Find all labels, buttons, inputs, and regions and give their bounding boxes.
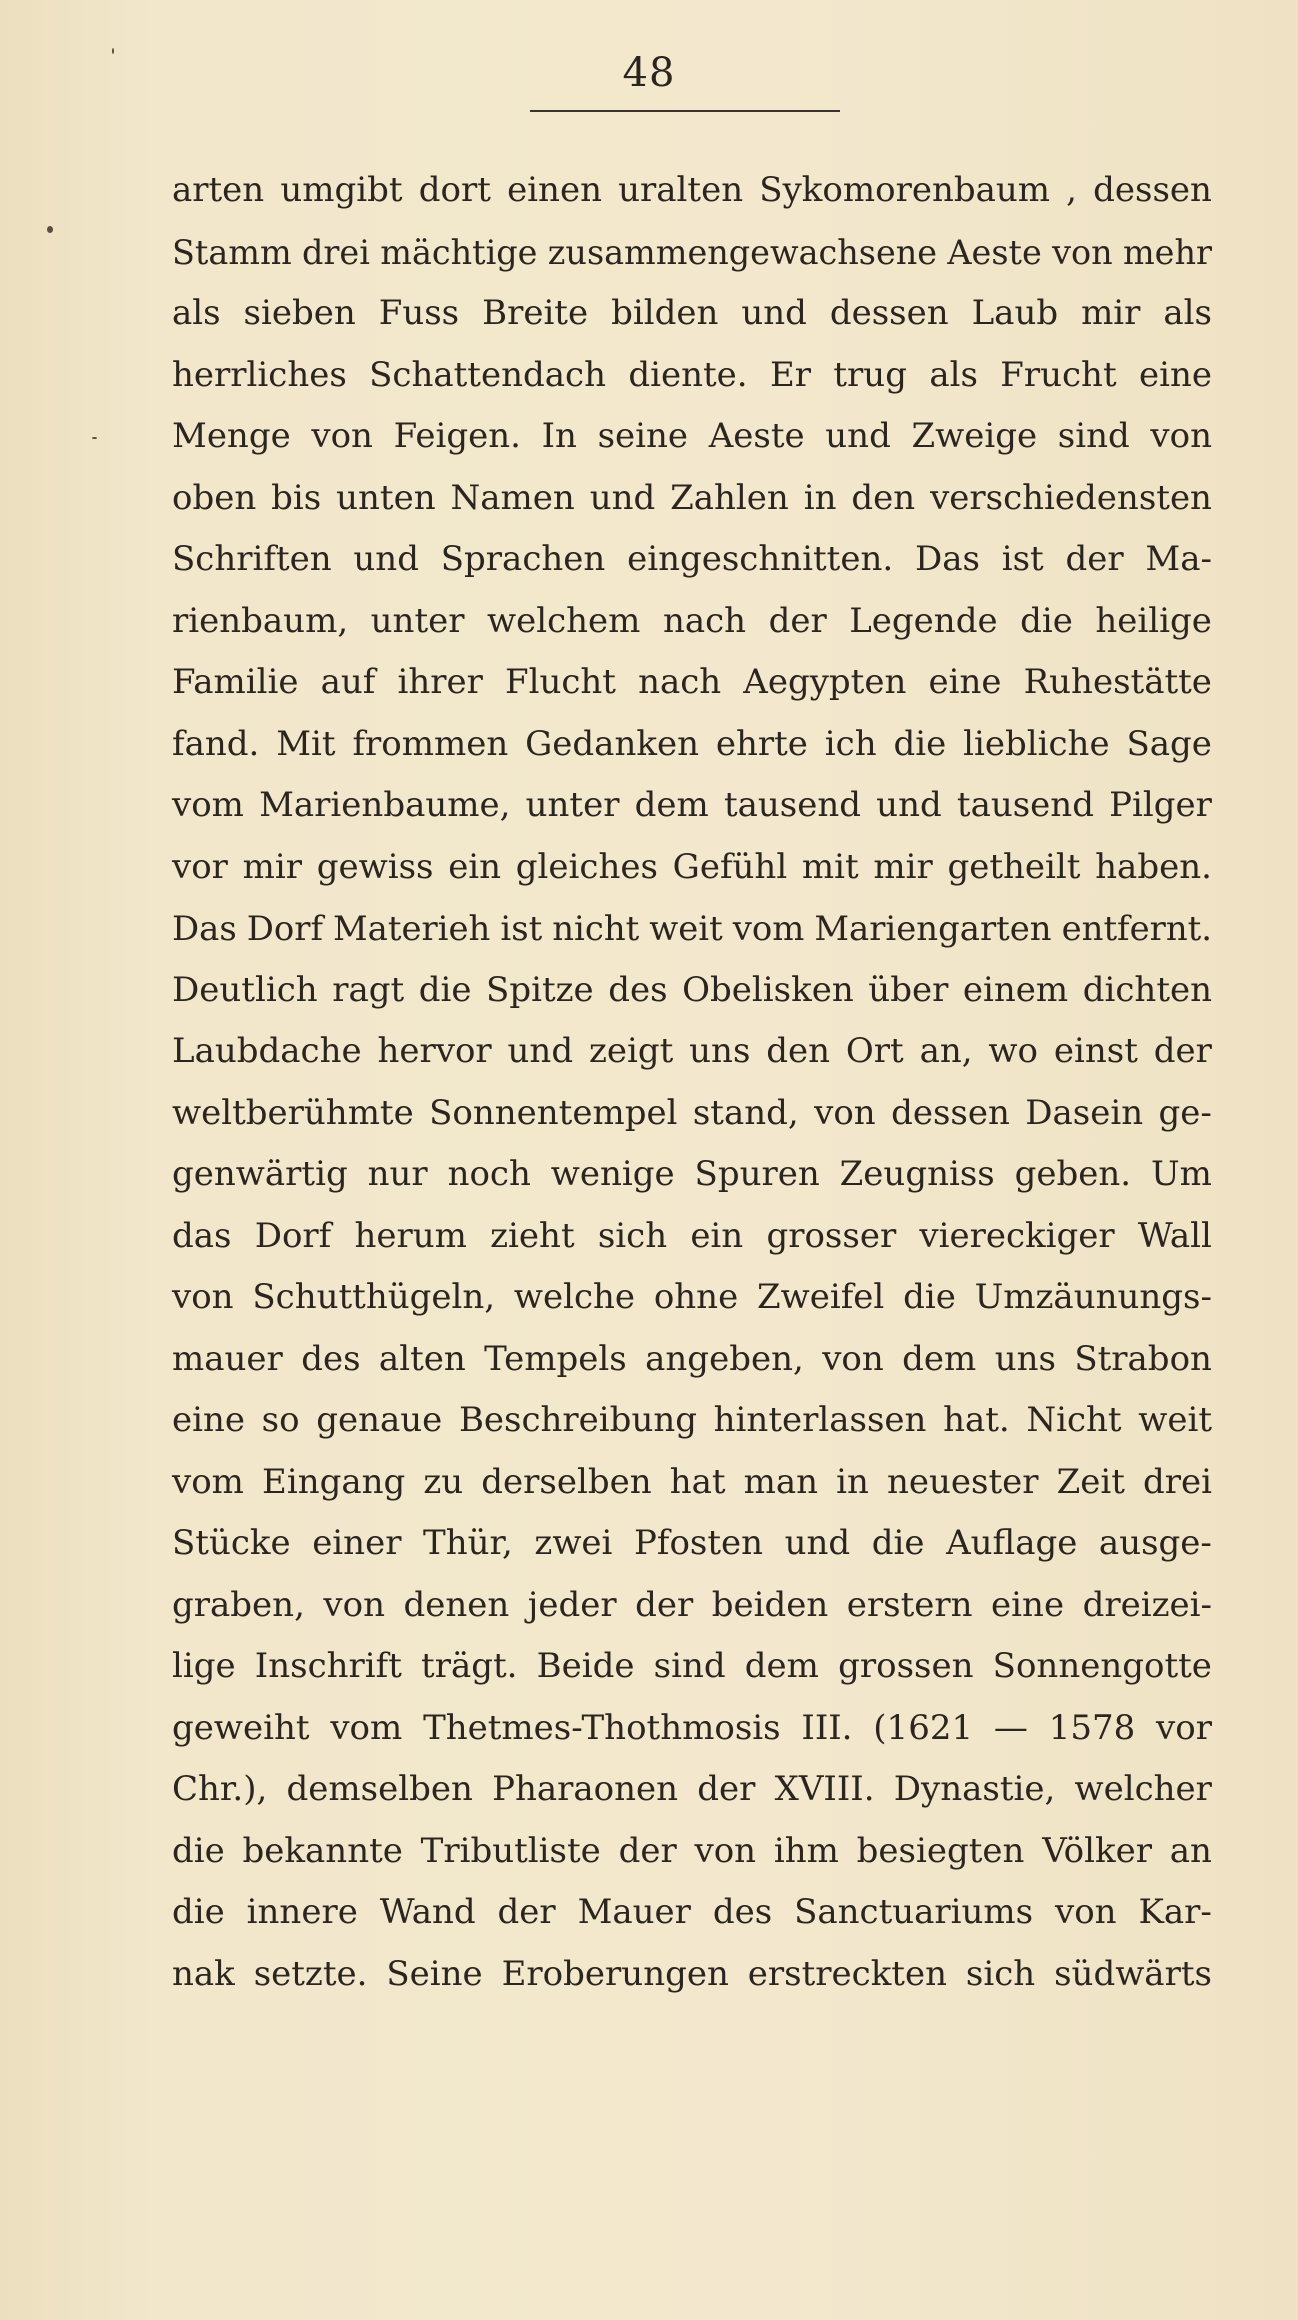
word: getheilt [947, 846, 1081, 887]
word: Thetmes-Thothmosis [423, 1707, 781, 1748]
word: als [1163, 293, 1212, 333]
word: Beide [536, 1646, 635, 1686]
word: ragt [332, 969, 405, 1010]
word: der [1153, 1031, 1212, 1071]
text-line [172, 160, 1212, 222]
word: Umzäunungs- [974, 1277, 1212, 1317]
word: zieht [490, 1215, 575, 1256]
text-line [172, 960, 1212, 1022]
word: das [172, 1215, 232, 1256]
word: unter [525, 785, 620, 825]
word: Flucht [505, 662, 616, 702]
word: genaue [316, 1400, 443, 1440]
word: welcher [1074, 1769, 1212, 1809]
word: Deutlich [172, 969, 318, 1010]
word: Dorf [246, 909, 323, 948]
word: sieben [243, 293, 356, 333]
ink-speck [112, 48, 114, 54]
word: den [766, 1031, 831, 1071]
word: Aeste [947, 232, 1042, 272]
word: Pfosten [633, 1523, 764, 1563]
text-line [172, 1944, 1212, 2006]
word: hervor [377, 1031, 492, 1071]
word: dort [418, 170, 491, 210]
word: auf [320, 662, 376, 702]
text-line [172, 1575, 1212, 1637]
text-line [172, 283, 1212, 345]
word: hinterlassen [713, 1400, 927, 1440]
word: Das [172, 909, 237, 948]
word: Kar- [1138, 1892, 1212, 1932]
page-number: 48 [622, 50, 676, 96]
word: Obelisken [682, 969, 854, 1010]
word: uralten [618, 170, 744, 210]
word: bis [271, 477, 322, 518]
word: von [1150, 416, 1212, 456]
word: ihrer [397, 662, 483, 702]
text-line [172, 529, 1212, 591]
text-line [172, 1267, 1212, 1329]
word: eine [991, 1584, 1065, 1625]
word: Zweige [911, 416, 1038, 456]
text-line [172, 345, 1212, 407]
word: sich [597, 1215, 668, 1256]
word: vom [172, 1461, 244, 1502]
word: ihm [773, 1830, 839, 1871]
word: derselben [481, 1461, 652, 1502]
word: der [618, 1830, 677, 1871]
word: ich [824, 723, 877, 764]
word: so [261, 1400, 300, 1440]
word: erstern [846, 1584, 973, 1625]
word: grossen [838, 1646, 974, 1686]
word: grosser [766, 1215, 897, 1256]
word: Ruhestätte [1023, 662, 1212, 702]
word: in [803, 477, 837, 518]
word: Spuren [694, 1154, 820, 1194]
word: vor [1156, 1707, 1212, 1748]
word: Thür, [423, 1523, 513, 1563]
word: arten [172, 170, 265, 210]
word: Zeugniss [839, 1154, 995, 1194]
text-line [172, 775, 1212, 837]
word: innere [246, 1892, 358, 1932]
word: und [589, 477, 656, 518]
word: hat [669, 1461, 726, 1502]
word: Sonnengotte [992, 1646, 1212, 1686]
word: viereckiger [919, 1215, 1115, 1256]
word: einst [1053, 1031, 1138, 1071]
word: dem [634, 785, 709, 825]
word: an, [919, 1031, 973, 1071]
word: In [541, 416, 577, 456]
word: oben [172, 477, 257, 518]
ink-speck [47, 226, 53, 233]
word: Nicht [1026, 1400, 1122, 1440]
word: Zeit [1056, 1461, 1125, 1502]
text-line [172, 1083, 1212, 1145]
word: dem [902, 1338, 977, 1379]
word: bekannte [242, 1830, 403, 1871]
text-line [172, 1144, 1212, 1206]
text-line [172, 222, 1212, 284]
word: zeigt [588, 1031, 674, 1071]
word: seine [597, 416, 689, 456]
word: ein [690, 1215, 744, 1256]
word: die [172, 1892, 225, 1932]
word: die [172, 1830, 225, 1871]
word: mir [242, 846, 303, 887]
word: trägt. [421, 1646, 518, 1686]
word: und [784, 1523, 851, 1563]
word: man [743, 1461, 819, 1502]
text-line [172, 1513, 1212, 1575]
word: Frucht [1000, 354, 1117, 395]
word: Aegypten [743, 662, 907, 702]
word: liebliche [963, 723, 1110, 764]
text-line [172, 1021, 1212, 1083]
text-line [172, 898, 1212, 960]
word: Pharaonen [492, 1769, 679, 1809]
word: weltberühmte [172, 1092, 414, 1133]
word: Schriften [172, 539, 332, 579]
word: als [172, 293, 221, 333]
word: und [825, 416, 891, 456]
word: mit [801, 846, 859, 887]
word: zu [423, 1461, 464, 1502]
word: heilige [1095, 600, 1212, 641]
word: ausge- [1098, 1523, 1212, 1563]
word: von [822, 1338, 884, 1379]
word: herum [354, 1215, 467, 1256]
word: einen [507, 170, 602, 210]
word: als [929, 354, 978, 395]
word: über [868, 969, 949, 1010]
word: einer [312, 1523, 402, 1563]
word: lige [172, 1646, 236, 1686]
word: Zahlen [670, 477, 789, 518]
word: drei [302, 232, 370, 272]
word: eine [1138, 354, 1212, 395]
word: südwärts [1054, 1953, 1212, 1994]
word: von [1055, 1892, 1117, 1932]
word: die [418, 969, 472, 1010]
word: gewiss [316, 846, 434, 887]
word: eine [928, 662, 1002, 702]
word: Dasein [1025, 1092, 1144, 1133]
word: dichten [1082, 969, 1212, 1010]
word: Legende [849, 600, 998, 641]
word: Gefühl [672, 846, 788, 887]
word: Völker [1042, 1830, 1152, 1871]
word: bilden [611, 293, 719, 333]
word: dreizei- [1082, 1584, 1212, 1625]
word: sich [965, 1953, 1036, 1994]
word: und [741, 293, 807, 333]
word: dessen [891, 1092, 1010, 1133]
word: und [876, 785, 942, 825]
text-line [172, 1882, 1212, 1944]
body-text [172, 160, 1212, 2005]
word: denen [403, 1584, 510, 1625]
word: ge- [1158, 1092, 1212, 1133]
word: Ma- [1145, 539, 1212, 579]
word: der [1065, 539, 1124, 579]
word: des [301, 1338, 361, 1379]
word: drei [1142, 1461, 1212, 1502]
word: nach [662, 600, 747, 641]
word: vom [330, 1707, 403, 1748]
word: der [635, 1584, 694, 1625]
word: Inschrift [254, 1646, 402, 1686]
word: Chr.), [172, 1769, 268, 1809]
word: mauer [172, 1338, 283, 1379]
word: Strabon [1074, 1338, 1212, 1379]
word: genwärtig [172, 1154, 348, 1194]
text-line [172, 714, 1212, 776]
word: geben. [1014, 1154, 1132, 1194]
word: — [993, 1707, 1028, 1748]
word: tausend [956, 785, 1094, 825]
text-line [172, 1452, 1212, 1514]
word: von [172, 1277, 234, 1317]
word: eine [172, 1400, 246, 1440]
word: Sykomorenbaum [759, 170, 1051, 210]
word: verschiedensten [930, 477, 1212, 518]
word: XVIII. [774, 1769, 875, 1809]
word: Wand [379, 1892, 476, 1932]
word: demselben [286, 1769, 473, 1809]
word: weit [649, 909, 723, 948]
header-rule [530, 110, 840, 112]
word: Seine [386, 1953, 483, 1994]
word: vom [732, 909, 805, 948]
word: stand, [692, 1092, 799, 1133]
word: einem [962, 969, 1069, 1010]
text-line [172, 652, 1212, 714]
word: hat. [943, 1400, 1010, 1440]
word: rienbaum, [172, 600, 349, 641]
word: von [814, 1092, 876, 1133]
word: Um [1151, 1154, 1212, 1194]
text-line [172, 837, 1212, 899]
text-line [172, 1329, 1212, 1391]
word: Wall [1137, 1215, 1212, 1256]
word: haben. [1095, 846, 1212, 887]
text-line [172, 1206, 1212, 1268]
word: fand. [172, 723, 260, 764]
word: Fuss [378, 293, 460, 333]
text-line [172, 468, 1212, 530]
word: welchem [487, 600, 641, 641]
word: neuester [887, 1461, 1039, 1502]
word: uns [689, 1031, 751, 1071]
word: nach [638, 662, 722, 702]
word: , [1066, 170, 1077, 210]
word: wenige [550, 1154, 675, 1194]
word: Namen [450, 477, 575, 518]
word: Sage [1126, 723, 1212, 764]
word: von [1052, 232, 1113, 272]
word: dem [744, 1646, 819, 1686]
text-line [172, 1390, 1212, 1452]
word: die [903, 1277, 956, 1317]
word: graben, [172, 1584, 305, 1625]
word: Sanctuariums [794, 1892, 1034, 1932]
word: die [871, 1523, 925, 1563]
word: Breite [482, 293, 589, 333]
word: geweiht [172, 1707, 310, 1748]
word: nak [172, 1953, 235, 1994]
word: Familie [172, 662, 299, 702]
word: Materieh [333, 909, 491, 948]
word: nicht [552, 909, 640, 948]
word: unter [370, 600, 465, 641]
word: in [836, 1461, 869, 1502]
text-line [172, 1698, 1212, 1760]
word: Eingang [262, 1461, 406, 1502]
word: Eroberungen [501, 1953, 729, 1994]
word: Dorf [254, 1215, 332, 1256]
word: noch [447, 1154, 531, 1194]
word: vom [172, 785, 244, 825]
word: Tributliste [420, 1830, 601, 1871]
word: III. [801, 1707, 853, 1748]
word: Gedanken [525, 723, 699, 764]
word: trug [833, 354, 907, 395]
word: Auflage [946, 1523, 1078, 1563]
word: Pilger [1109, 785, 1212, 825]
word: Spitze [486, 969, 594, 1010]
word: der [768, 600, 827, 641]
word: ist [500, 909, 543, 948]
word: ein [448, 846, 502, 887]
word: Schutthügeln, [252, 1277, 496, 1317]
word: Laubdache [172, 1031, 362, 1071]
word: den [851, 477, 916, 518]
word: Beschreibung [458, 1400, 698, 1440]
word: die [893, 723, 947, 764]
word: mir [873, 846, 933, 887]
word: sind [653, 1646, 726, 1686]
word: des [608, 969, 668, 1010]
word: Ort [845, 1031, 904, 1071]
word: Sprachen [440, 539, 606, 579]
word: der [497, 1892, 556, 1932]
word: unten [336, 477, 436, 518]
text-line [172, 591, 1212, 653]
word: Feigen. [393, 416, 521, 456]
word: Schattendach [369, 354, 606, 395]
word: Dynastie, [893, 1769, 1056, 1809]
text-line [172, 1821, 1212, 1883]
word: weit [1138, 1400, 1212, 1440]
word: alten [378, 1338, 466, 1379]
word: welche [513, 1277, 636, 1317]
word: Das [914, 539, 980, 579]
word: der [697, 1769, 756, 1809]
word: angeben, [645, 1338, 804, 1379]
word: Marienbaume, [259, 785, 511, 825]
word: und [353, 539, 419, 579]
text-line [172, 406, 1212, 468]
word: Er [769, 354, 812, 395]
word: jeder [527, 1584, 617, 1625]
word: dessen [1093, 170, 1212, 210]
word: des [712, 1892, 773, 1932]
word: gleiches [515, 846, 658, 887]
word: von [694, 1830, 757, 1871]
word: Menge [172, 416, 291, 456]
word: entfernt. [1061, 909, 1212, 948]
word: erstreckten [747, 1953, 947, 1994]
word: umgibt [280, 170, 403, 210]
word: wo [988, 1031, 1038, 1071]
word: Mauer [577, 1892, 691, 1932]
word: ohne [653, 1277, 739, 1317]
word: herrliches [172, 354, 347, 395]
word: Mariengarten [814, 909, 1052, 948]
word: Laub [971, 293, 1059, 333]
text-line [172, 1636, 1212, 1698]
word: ist [1001, 539, 1044, 579]
word: ehrte [715, 723, 808, 764]
word: vor [172, 846, 228, 887]
word: mir [1081, 293, 1141, 333]
word: mehr [1122, 232, 1212, 272]
word: Sonnentempel [429, 1092, 678, 1133]
word: sind [1057, 416, 1130, 456]
word: von [311, 416, 373, 456]
word: Stamm [172, 232, 292, 272]
word: und [507, 1031, 574, 1071]
word: uns [994, 1338, 1056, 1379]
text-line [172, 1759, 1212, 1821]
word: mächtige [380, 232, 538, 272]
word: Stücke [172, 1523, 291, 1563]
word: die [1020, 600, 1073, 641]
word: zwei [534, 1523, 613, 1563]
word: setzte. [253, 1953, 368, 1994]
word: eingeschnitten. [627, 539, 894, 579]
word: Zweifel [756, 1277, 885, 1317]
word: Aeste [708, 416, 805, 456]
word: besiegten [856, 1830, 1025, 1871]
word: tausend [723, 785, 861, 825]
word: nur [367, 1154, 428, 1194]
word: 1578 [1048, 1707, 1136, 1748]
word: zusammengewachsene [547, 232, 938, 272]
word: (1621 [873, 1707, 974, 1748]
ink-speck [92, 437, 97, 439]
word: von [323, 1584, 385, 1625]
word: an [1169, 1830, 1212, 1871]
word: Tempels [484, 1338, 627, 1379]
word: frommen [352, 723, 509, 764]
word: beiden [711, 1584, 829, 1625]
word: dessen [829, 293, 949, 333]
word: diente. [628, 354, 748, 395]
word: Mit [276, 723, 336, 764]
